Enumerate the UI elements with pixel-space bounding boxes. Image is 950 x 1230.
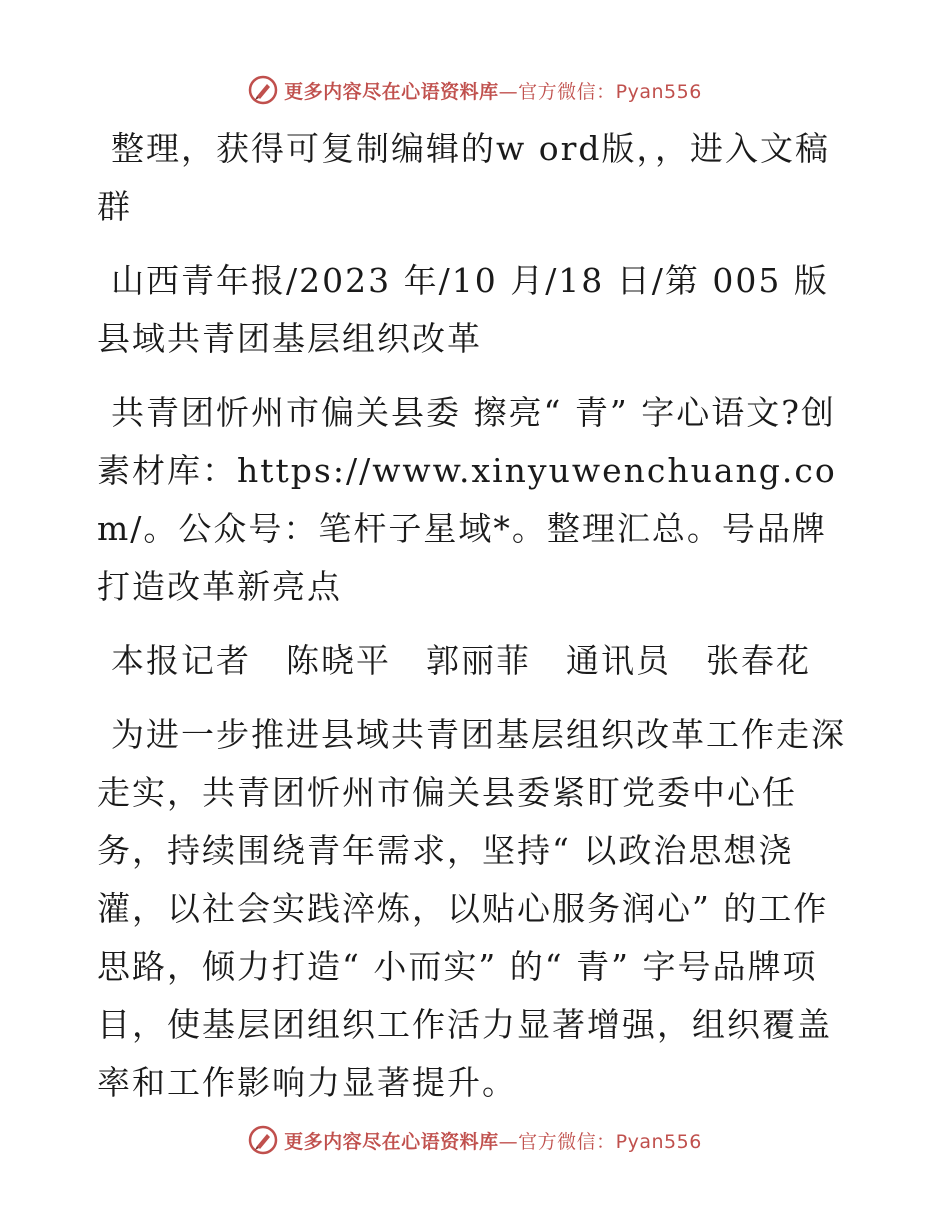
footer-banner-main: 更多内容尽在心语资料库	[284, 1130, 499, 1153]
header-banner-main: 更多内容尽在心语资料库	[284, 80, 499, 103]
document-body	[97, 120, 857, 1128]
header-banner-dash: —	[498, 80, 519, 103]
header-banner	[0, 70, 950, 110]
paragraph-intro: 整理，获得可复制编辑的w ord版，，进入文稿群	[97, 129, 831, 226]
pen-logo-icon	[248, 1125, 278, 1155]
paragraph-source: 山西青年报/2023 年/10 月/18 日/第 005 版县域共青团基层组织改革	[97, 261, 829, 358]
header-banner-wechat: 官方微信：Pyan556	[518, 80, 702, 103]
paragraph-byline: 本报记者 陈晓平 郭丽菲 通讯员 张春花	[111, 641, 811, 680]
pen-logo-icon	[248, 75, 278, 105]
footer-banner-wechat: 官方微信：Pyan556	[518, 1130, 702, 1153]
footer-banner	[0, 1120, 950, 1160]
footer-banner-text	[284, 1127, 702, 1154]
paragraph-body: 为进一步推进县域共青团基层组织改革工作走深走实，共青团忻州市偏关县委紧盯党委中心任务，持续围绕青年需求，坚持“ 以政治思想浇灌，以社会实践淬炼，以贴心服务润心” 的工作思路，倾力打造“ 小而实” 的“ 青” 字号品牌项目，使基层团组织工作活力显著增强，组织覆盖率和工作影响力显著提升。	[97, 715, 846, 1102]
paragraph-headline: 共青团忻州市偏关县委 擦亮“ 青” 字心语文?创素材库：https://www.xinyuwenchuang.com/。公众号：笔杆子星域*。整理汇总。号品牌 打造改革新亮点	[97, 393, 837, 606]
footer-banner-dash: —	[498, 1130, 519, 1153]
header-banner-text	[284, 77, 702, 104]
